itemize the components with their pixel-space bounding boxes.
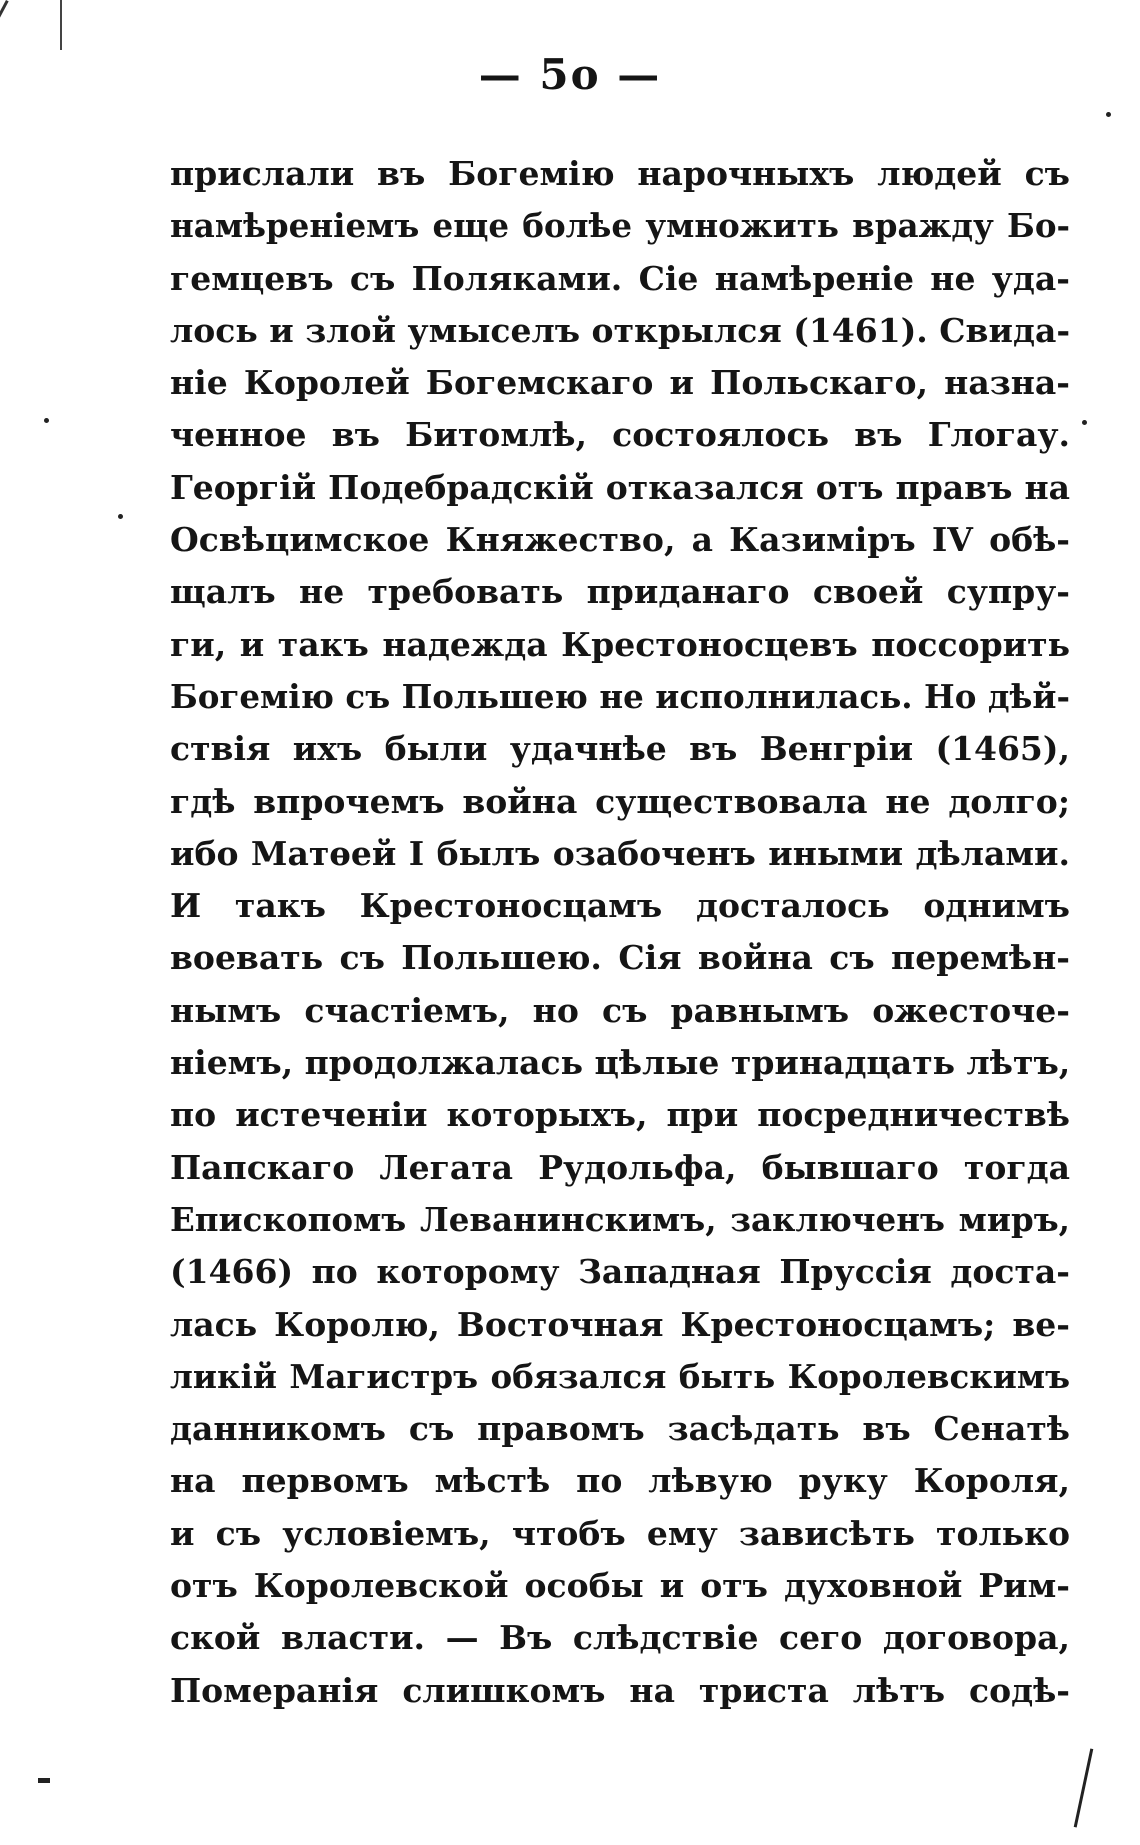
text-line: на первомъ мѣстѣ по лѣвую руку Короля, xyxy=(170,1461,1070,1501)
text-line: по истеченіи которыхъ, при посредничествѣ xyxy=(170,1095,1070,1135)
text-line: ствія ихъ были удачнѣе въ Венгріи (1465), xyxy=(170,729,1070,769)
text-line: нымъ счастіемъ, но съ равнымъ ожесточе- xyxy=(170,990,1070,1030)
scan-speck xyxy=(1106,112,1111,117)
text-line: данникомъ съ правомъ засѣдать въ Сенатѣ xyxy=(170,1409,1070,1449)
text-line: отъ Королевской особы и отъ духовной Рим- xyxy=(170,1566,1070,1606)
text-line: воевать съ Польшею. Сія война съ перемѣн- xyxy=(170,938,1070,978)
scan-speck xyxy=(1082,420,1087,425)
text-line: и съ условіемъ, чтобъ ему зависѣть только xyxy=(170,1513,1070,1553)
text-line: гдѣ впрочемъ война существовала не долго; xyxy=(170,781,1070,821)
text-line: Богемію съ Польшею не исполнилась. Но дѣй- xyxy=(170,676,1070,716)
text-line: ніе Королей Богемскаго и Польскаго, назна- xyxy=(170,363,1070,403)
text-line: лась Королю, Восточная Крестоносцамъ; ве- xyxy=(170,1304,1070,1344)
text-line: Епископомъ Леванинскимъ, заключенъ миръ, xyxy=(170,1199,1070,1239)
text-line: Папскаго Легата Рудольфа, бывшаго тогда xyxy=(170,1147,1070,1187)
text-line: ской власти. — Въ слѣдствіе сего договора, xyxy=(170,1618,1070,1658)
scan-speck xyxy=(118,514,123,519)
scan-speck xyxy=(44,418,49,423)
text-line: Освѣцимское Княжество, а Казиміръ IV обѣ- xyxy=(170,520,1070,560)
body-text xyxy=(170,148,1070,1717)
text-line: Померанія слишкомъ на триста лѣтъ содѣ- xyxy=(170,1670,1070,1710)
text-line: гемцевъ съ Поляками. Сіе намѣреніе не уда- xyxy=(170,258,1070,298)
scan-edge-mark-top xyxy=(60,0,62,50)
text-line: ченное въ Битомлѣ, состоялось въ Глогау. xyxy=(170,415,1070,455)
text-line: щалъ не требовать приданаго своей супру- xyxy=(170,572,1070,612)
text-line: ніемъ, продолжалась цѣлые тринадцать лѣтъ, xyxy=(170,1043,1071,1083)
text-line: намѣреніемъ еще болѣе умножить вражду Бо- xyxy=(170,206,1070,246)
text-line: Георгій Подебрадскій отказался отъ правъ на xyxy=(170,467,1070,507)
scan-edge-mark-bottom-right xyxy=(1074,1749,1094,1828)
page-number: — 5o — xyxy=(478,50,662,99)
text-line: прислали въ Богемію нарочныхъ людей съ xyxy=(170,154,1070,193)
text-line: ликій Магистръ обязался быть Королевскимъ xyxy=(170,1356,1070,1396)
text-line: лось и злой умыселъ открылся (1461). Свида- xyxy=(170,310,1071,350)
text-line: И такъ Крестоносцамъ досталось однимъ xyxy=(170,886,1070,926)
scan-edge-mark-bottom-left xyxy=(38,1778,50,1783)
text-line: ги, и такъ надежда Крестоносцевъ поссорить xyxy=(170,624,1070,664)
text-line: ибо Матѳей I былъ озабоченъ иными дѣлами. xyxy=(170,833,1070,873)
text-line: (1466) по которому Западная Пруссія доста- xyxy=(170,1252,1070,1292)
